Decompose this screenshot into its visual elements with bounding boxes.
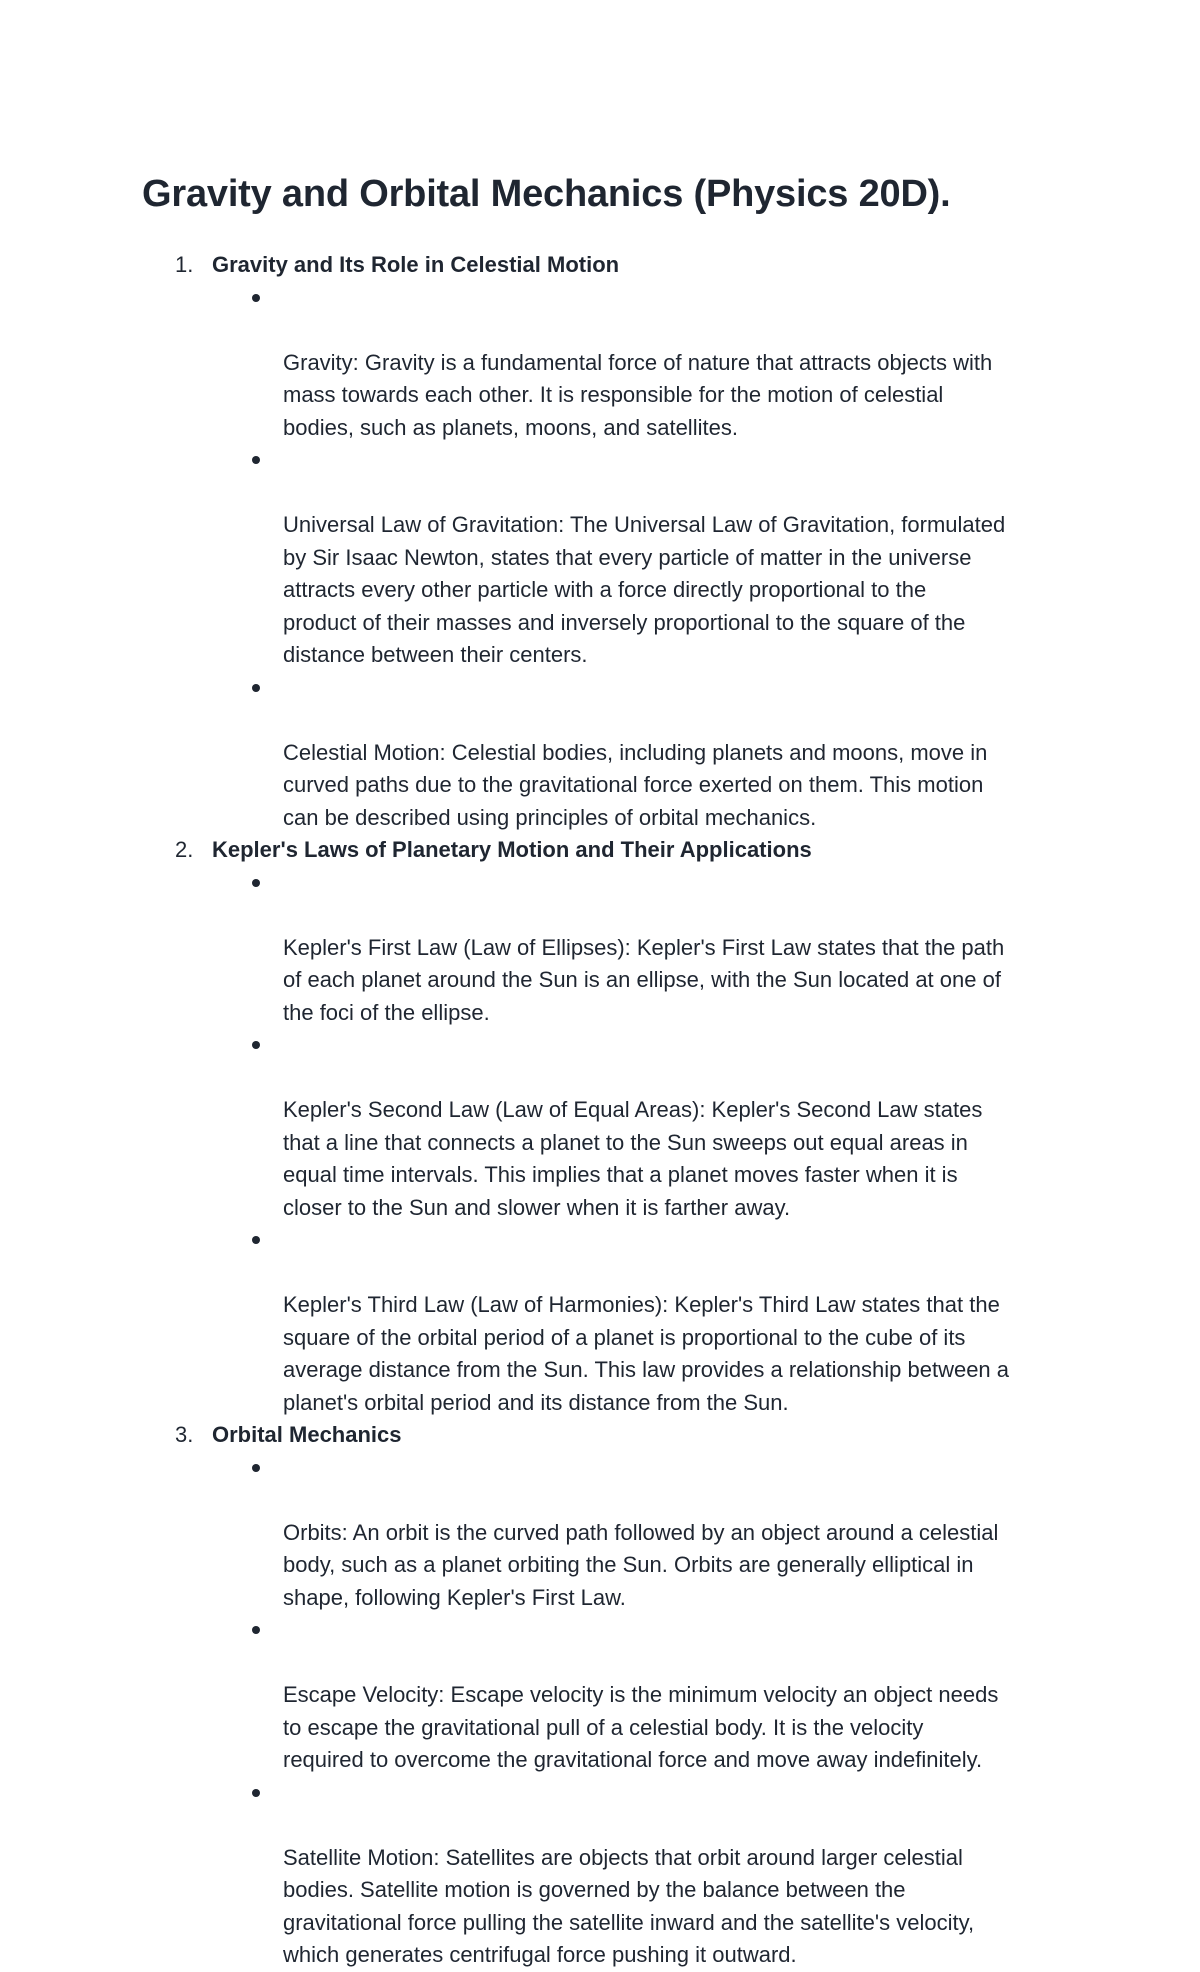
section-title: Kepler's Laws of Planetary Motion and Their Applications [212, 837, 812, 862]
list-item-text: Escape Velocity: Escape velocity is the minimum velocity an object needs to escape the gravitational pull of a celestial body. It is the velocity required to overcome the gravitational force and move away indefinitely. [283, 1682, 999, 1772]
section-gravity-role [142, 249, 1072, 834]
list-item-text: Kepler's First Law (Law of Ellipses): Kepler's First Law states that the path of each planet around the Sun is an ellipse, with the Sun located at one of the foci of the ellipse. [283, 934, 1005, 1025]
section-heading [142, 834, 1072, 867]
bullet-list [142, 1452, 1072, 1972]
page-title: Gravity and Orbital Mechanics (Physics 20D). [142, 173, 951, 215]
section-number: 1. [175, 252, 194, 277]
list-item [142, 282, 1072, 445]
section-list [142, 249, 1072, 1972]
bullet-list [142, 867, 1072, 1420]
list-item [142, 867, 1072, 1030]
section-number: 2. [175, 837, 194, 862]
section-title: Gravity and Its Role in Celestial Motion [212, 252, 620, 277]
bullet-icon [252, 1236, 260, 1244]
bullet-icon [252, 684, 260, 692]
list-item-text: Gravity: Gravity is a fundamental force of nature that attracts objects with mass towards each other. It is responsible for the motion of celestial bodies, such as planets, moons, and satellites. [283, 349, 993, 440]
section-keplers-laws [142, 834, 1072, 1419]
section-heading [142, 249, 1072, 282]
bullet-icon [252, 1626, 260, 1634]
bullet-icon [252, 879, 260, 887]
bullet-icon [252, 1789, 260, 1797]
bullet-icon [252, 1041, 260, 1049]
list-item [142, 672, 1072, 835]
list-item [142, 444, 1072, 672]
list-item-text: Celestial Motion: Celestial bodies, including planets and moons, move in curved paths due to the gravitational force exerted on them. This motion can be described using principles of orbital mechanics. [283, 739, 988, 830]
section-heading [142, 1419, 1072, 1452]
list-item [142, 1777, 1072, 1972]
section-number: 3. [175, 1422, 194, 1447]
section-title: Orbital Mechanics [212, 1422, 402, 1447]
list-item [142, 1452, 1072, 1615]
section-orbital-mechanics [142, 1419, 1072, 1972]
list-item-text: Kepler's Third Law (Law of Harmonies): Kepler's Third Law states that the square of the orbital period of a planet is proportional to the cube of its average distance from the Sun. This law provides a relationship between a planet's orbital period and its distance from the Sun. [283, 1292, 1010, 1415]
bullet-icon [252, 456, 260, 464]
list-item-text: Orbits: An orbit is the curved path followed by an object around a celestial body, such as a planet orbiting the Sun. Orbits are generally elliptical in shape, following Kepler's First Law. [283, 1519, 999, 1610]
list-item [142, 1614, 1072, 1777]
bullet-list [142, 282, 1072, 835]
list-item-text: Kepler's Second Law (Law of Equal Areas): Kepler's Second Law states that a line that connects a planet to the Sun sweeps out equal areas in equal time intervals. This implies that a planet moves faster when it is closer to the Sun and slower when it is farther away. [283, 1097, 983, 1220]
list-item [142, 1224, 1072, 1419]
list-item-text: Satellite Motion: Satellites are objects that orbit around larger celestial bodies. Satellite motion is governed by the balance between the gravitational force pulling the satellite inward and the satellite's velocity, which generates centrifugal force pushing it outward. [283, 1844, 975, 1967]
bullet-icon [252, 1464, 260, 1472]
list-item-text: Universal Law of Gravitation: The Universal Law of Gravitation, formulated by Sir Isaac Newton, states that every particle of matter in the universe attracts every other particle with a force directly proportional to the product of their masses and inversely proportional to the square of the distance between their centers. [283, 512, 1006, 667]
bullet-icon [252, 294, 260, 302]
list-item [142, 1029, 1072, 1224]
